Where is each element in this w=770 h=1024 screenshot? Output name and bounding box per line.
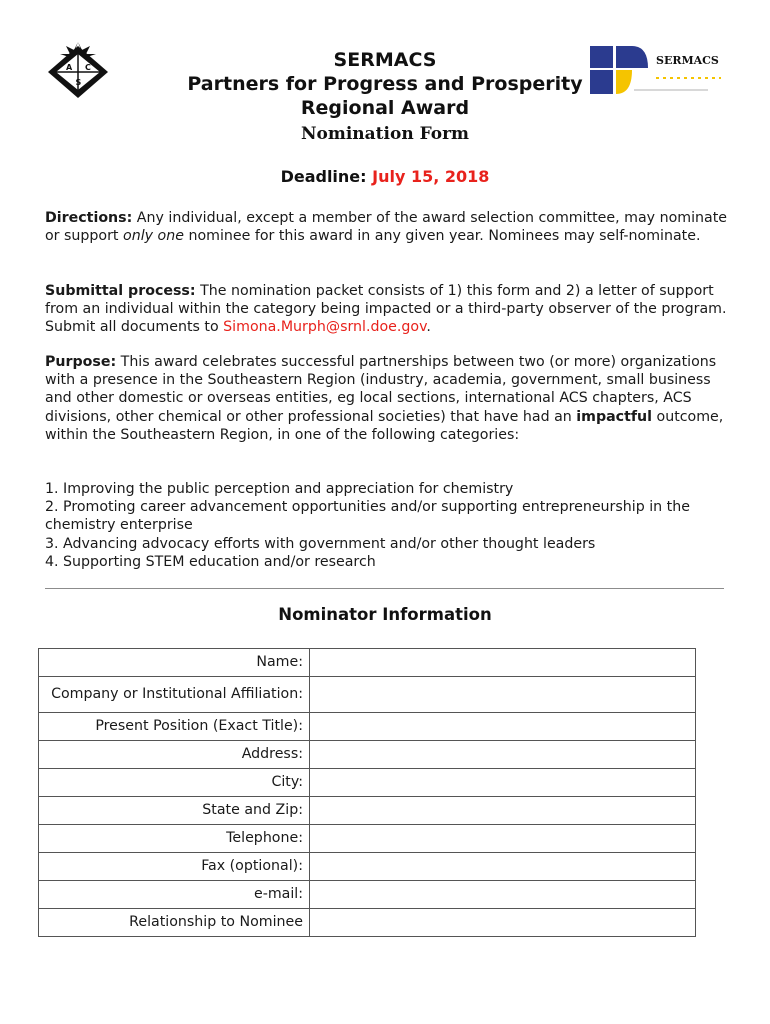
submittal-label: Submittal process: bbox=[45, 283, 196, 299]
deadline-label: Deadline: bbox=[280, 167, 367, 186]
table-row bbox=[39, 649, 696, 677]
table-row bbox=[39, 825, 696, 853]
sermacs-logo-text: SERMACS bbox=[656, 54, 719, 67]
field-label-state-zip: State and Zip: bbox=[39, 797, 310, 825]
purpose-label: Purpose: bbox=[45, 354, 117, 370]
form-header bbox=[0, 48, 770, 145]
table-row bbox=[39, 741, 696, 769]
category-item: 4. Supporting STEM education and/or research bbox=[45, 553, 376, 570]
field-label-telephone: Telephone: bbox=[39, 825, 310, 853]
table-row bbox=[39, 853, 696, 881]
table-row bbox=[39, 677, 696, 713]
field-label-fax: Fax (optional): bbox=[39, 853, 310, 881]
relationship-field[interactable] bbox=[310, 909, 696, 937]
submittal-text: The nomination packet consists of 1) this form and 2) a letter of support from an individual within the category being impacted or a third-party observer of the program. Submit all documents to bbox=[45, 283, 727, 336]
table-row bbox=[39, 797, 696, 825]
state-zip-field[interactable] bbox=[310, 797, 696, 825]
submittal-paragraph bbox=[45, 282, 735, 337]
purpose-bold: impactful bbox=[576, 408, 653, 425]
email-field[interactable] bbox=[310, 881, 696, 909]
acs-letter-c: C bbox=[85, 63, 91, 72]
purpose-text-2: outcome, within the Southeastern Region, in one of the following categories: bbox=[45, 408, 724, 443]
directions-label: Directions: bbox=[45, 210, 133, 226]
category-item: 3. Advancing advocacy efforts with government and/or other thought leaders bbox=[45, 535, 596, 552]
directions-paragraph bbox=[45, 209, 735, 245]
field-label-address: Address: bbox=[39, 741, 310, 769]
city-field[interactable] bbox=[310, 769, 696, 797]
deadline-date: July 15, 2018 bbox=[372, 167, 490, 186]
submittal-email-link[interactable]: Simona.Murph@srnl.doe.gov bbox=[223, 319, 427, 336]
nominator-info-table bbox=[38, 648, 696, 937]
category-list bbox=[45, 480, 735, 571]
award-title-line2: Regional Award bbox=[300, 97, 470, 119]
table-row bbox=[39, 909, 696, 937]
directions-text-1: Any individual, except a member of the award selection committee, may nominate or support bbox=[45, 210, 727, 245]
acs-letter-s: S bbox=[75, 78, 82, 87]
telephone-field[interactable] bbox=[310, 825, 696, 853]
affiliation-field[interactable] bbox=[310, 677, 696, 713]
field-label-city: City: bbox=[39, 769, 310, 797]
table-row bbox=[39, 881, 696, 909]
position-field[interactable] bbox=[310, 713, 696, 741]
purpose-text-1: This award celebrates successful partnerships between two (or more) organizations with a presence in the Southeastern Region (industry, academia, government, small business and other domestic or overseas entities, eg local sections, international ACS chapters, ACS divisions, other chemical or other professional societies) that have had an bbox=[45, 354, 717, 425]
acs-letter-a: A bbox=[66, 63, 73, 72]
name-field[interactable] bbox=[310, 649, 696, 677]
field-label-email: e-mail: bbox=[39, 881, 310, 909]
section-divider bbox=[45, 588, 724, 589]
award-title-line1: Partners for Progress and Prosperity bbox=[187, 73, 583, 95]
field-label-name: Name: bbox=[39, 649, 310, 677]
category-item: 2. Promoting career advancement opportunities and/or supporting entrepreneurship in the chemistry enterprise bbox=[45, 499, 690, 534]
directions-text-2: nominee for this award in any given year. Nominees may self-nominate. bbox=[183, 228, 701, 245]
org-name: SERMACS bbox=[333, 49, 437, 71]
field-label-position: Present Position (Exact Title): bbox=[39, 713, 310, 741]
fax-field[interactable] bbox=[310, 853, 696, 881]
category-item: 1. Improving the public perception and appreciation for chemistry bbox=[45, 481, 514, 497]
table-row bbox=[39, 769, 696, 797]
address-field[interactable] bbox=[310, 741, 696, 769]
deadline bbox=[0, 166, 770, 188]
nominator-section-title: Nominator Information bbox=[278, 605, 492, 624]
field-label-affiliation: Company or Institutional Affiliation: bbox=[39, 677, 310, 713]
purpose-paragraph bbox=[45, 353, 735, 444]
directions-italic: only one bbox=[123, 228, 184, 245]
table-row bbox=[39, 713, 696, 741]
form-title: Nomination Form bbox=[300, 124, 470, 144]
field-label-relationship: Relationship to Nominee bbox=[39, 909, 310, 937]
submittal-end: . bbox=[426, 319, 431, 336]
